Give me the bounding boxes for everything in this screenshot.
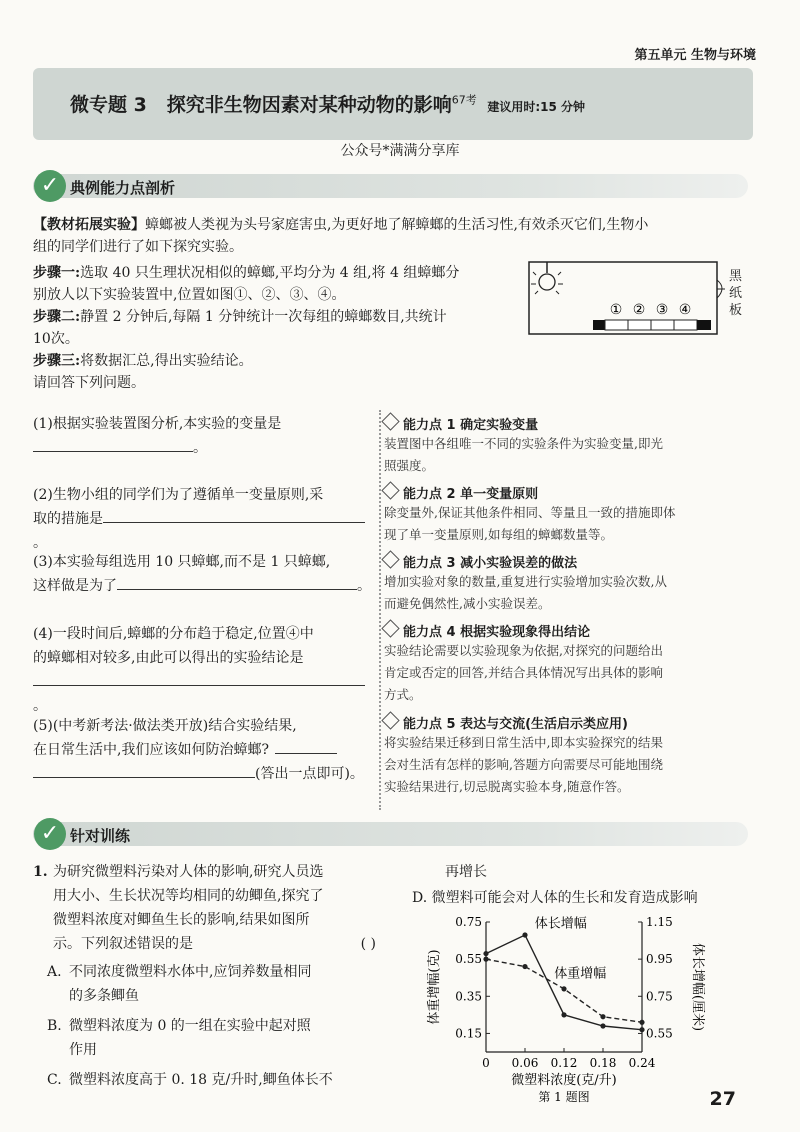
dark-end-block <box>697 320 711 330</box>
diamond-icon <box>381 619 399 637</box>
checkmark-icon: ✓ <box>34 818 66 850</box>
capability-3: 能力点 3 减小实验误差的做法 增加实验对象的数量,重复进行实验增加实验次数,从 而避免偶然性,减小实验误差。 <box>384 552 754 615</box>
y-right-tick-label: 1.15 <box>646 915 673 929</box>
diamond-icon <box>381 412 399 430</box>
data-point <box>483 957 488 962</box>
data-point <box>639 1020 644 1025</box>
diamond-icon <box>381 481 399 499</box>
light-end-block <box>593 320 605 330</box>
option-c-continued: 再增长 <box>445 864 487 880</box>
answer-blank-1[interactable] <box>33 437 193 452</box>
capability-4: 能力点 4 根据实验现象得出结论 实验结论需要以实验现象为依据,对探究的问题给出 肯定或否定的回答,并结合具体情况写出具体的影响 方式。 <box>384 621 754 706</box>
exam-count: 67考 <box>451 93 477 107</box>
position-3: ③ <box>655 302 669 318</box>
checkmark-icon: ✓ <box>34 170 66 202</box>
apparatus-diagram <box>525 258 755 340</box>
option-c: C. 微塑料浓度高于 0. 18 克/升时,鲫鱼体长不 <box>47 1072 333 1088</box>
answer-blank-4[interactable] <box>33 671 365 686</box>
x-tick-label: 0.18 <box>589 1056 617 1070</box>
step-2: 步骤二:静置 2 分钟后,每隔 1 分钟统计一次每组的蟑螂数目,共统计 <box>33 309 447 325</box>
diamond-icon <box>381 711 399 729</box>
y-left-axis-title: 体重增幅(克) <box>427 949 442 1025</box>
capability-2: 能力点 2 单一变量原则 除变量外,保证其他条件相同、等量且一致的措施即体 现了单一变量原则,如每组的蟑螂数量等。 <box>384 483 754 546</box>
training-question-1: 1. 为研究微塑料污染对人体的影响,研究人员选 用大小、生长状况等均相同的幼鲫鱼,探究了 微塑料浓度对鲫鱼生长的影响,结果如图所 示。下列叙述错误的是 ( ) A. 不同浓度微塑料水体中,应饲养数量相同 的多条鲫鱼 B. 微塑料浓度为 0 的一组在实验中起对照 作用 C. 微塑料浓度高于 0. 18 克/升时,鲫鱼体长不 <box>33 860 388 1092</box>
x-tick-label: 0.12 <box>550 1056 578 1070</box>
data-point <box>561 1012 566 1017</box>
instruction: 请回答下列问题。 <box>33 375 145 391</box>
data-point <box>600 1014 605 1019</box>
running-head: 第五单元 生物与环境 <box>634 48 756 63</box>
series-label-length: 体长增幅 <box>534 916 587 932</box>
y-right-tick-label: 0.95 <box>646 952 673 967</box>
y-left-tick-label: 0.35 <box>455 989 482 1004</box>
capability-5: 能力点 5 表达与交流(生活启示类应用) 将实验结果迁移到日常生活中,即本实验探究的结果 会对生活有怎样的影响,答题方向需要尽可能地围绕 实验结果进行,切忌脱离实验本身,随意作答。 <box>384 713 754 798</box>
y-left-tick-label: 0.55 <box>455 952 482 967</box>
answer-blank-5a[interactable] <box>275 739 337 754</box>
x-tick-label: 0.24 <box>628 1056 656 1070</box>
answer-bracket[interactable]: ( ) <box>360 936 376 952</box>
subtitle: 公众号*满满分享库 <box>340 143 460 159</box>
page-title <box>70 90 750 117</box>
column-divider <box>379 410 381 810</box>
lamp-icon <box>531 262 563 294</box>
question-number: 1. <box>33 864 48 880</box>
option-b: B. 微塑料浓度为 0 的一组在实验中起对照 作用 <box>47 1018 311 1058</box>
recommended-time: 建议用时:15 分钟 <box>487 100 586 114</box>
y-left-tick-label: 0.15 <box>455 1026 482 1041</box>
answer-blank-5b[interactable] <box>33 763 255 778</box>
capability-1: 能力点 1 确定实验变量 装置图中各组唯一不同的实验条件为实验变量,即光 照强度。 <box>384 414 754 477</box>
question-3: (3)本实验每组选用 10 只蟑螂,而不是 1 只蟑螂, 这样做是为了 。 <box>33 554 371 594</box>
data-point <box>483 951 488 956</box>
question-1: (1)根据实验装置图分析,本实验的变量是 。 <box>33 416 282 456</box>
x-axis-title: 微塑料浓度(克/升) <box>511 1073 617 1088</box>
question-4: (4)一段时间后,蟑螂的分布趋于稳定,位置④中 的蟑螂相对较多,由此可以得出的实验结论是 。 <box>33 622 375 718</box>
option-d: D. 微塑料可能会对人体的生长和发育造成影响 <box>412 890 698 906</box>
page-number: 27 <box>709 1088 736 1110</box>
question-2: (2)生物小组的同学们为了遵循单一变量原则,采 取的措施是。 <box>33 483 375 555</box>
data-point <box>561 986 566 991</box>
title-prefix: 微专题 3 <box>70 94 147 116</box>
line-chart <box>420 908 710 1104</box>
section-banner-2 <box>33 822 748 846</box>
title-main: 探究非生物因素对某种动物的影响 <box>166 94 452 116</box>
series-label-weight: 体重增幅 <box>554 966 607 982</box>
steps-block: 步骤一:选取 40 只生理状况相似的蟑螂,平均分为 4 组,将 4 组蟑螂分 别放人以下实验装置中,位置如图①、②、③、④。 步骤二:静置 2 分钟后,每隔 1 分钟统计一次每组的蟑螂数目,共统计 10次。 步骤三:将数据汇总,得出实验结论。 请回答下列问题。 <box>33 262 523 394</box>
y-right-tick-label: 0.75 <box>646 989 673 1004</box>
step-3: 步骤三:将数据汇总,得出实验结论。 <box>33 353 253 369</box>
question-5: (5)(中考新考法·做法类开放)结合实验结果, 在日常生活中,我们应该如何防治蟑螂? (答出一点即可)。 <box>33 718 364 782</box>
intro-tag: 【教材拓展实验】 <box>33 217 145 233</box>
x-tick-label: 0.06 <box>511 1056 539 1070</box>
answer-blank-2[interactable] <box>103 508 365 523</box>
x-tick-label: 0 <box>482 1056 490 1070</box>
position-4: ④ <box>678 302 692 318</box>
intro-paragraph: 【教材拓展实验】蟑螂被人类视为头号家庭害虫,为更好地了解蟑螂的生活习性,有效杀灭它们,生物小 组的同学们进行了如下探究实验。 <box>33 217 649 255</box>
diamond-icon <box>381 550 399 568</box>
position-1: ① <box>609 302 623 318</box>
data-point <box>522 932 527 937</box>
data-point <box>639 1027 644 1032</box>
section-label-2: 针对训练 <box>70 827 131 845</box>
data-point <box>522 964 527 969</box>
y-left-tick-label: 0.75 <box>455 915 482 929</box>
y-right-tick-label: 0.55 <box>646 1026 673 1041</box>
data-point <box>600 1023 605 1028</box>
y-right-axis-title: 体长增幅(厘米) <box>690 942 705 1032</box>
answer-blank-3[interactable] <box>117 575 357 590</box>
position-2: ② <box>632 302 646 318</box>
section-label-1: 典例能力点剖析 <box>70 179 176 197</box>
step-1: 步骤一:选取 40 只生理状况相似的蟑螂,平均分为 4 组,将 4 组蟑螂分 <box>33 265 460 281</box>
black-board-label: 黑纸板 <box>729 269 743 318</box>
figure-caption: 第 1 题图 <box>538 1090 590 1104</box>
option-a: A. 不同浓度微塑料水体中,应饲养数量相同 的多条鲫鱼 <box>47 964 312 1004</box>
